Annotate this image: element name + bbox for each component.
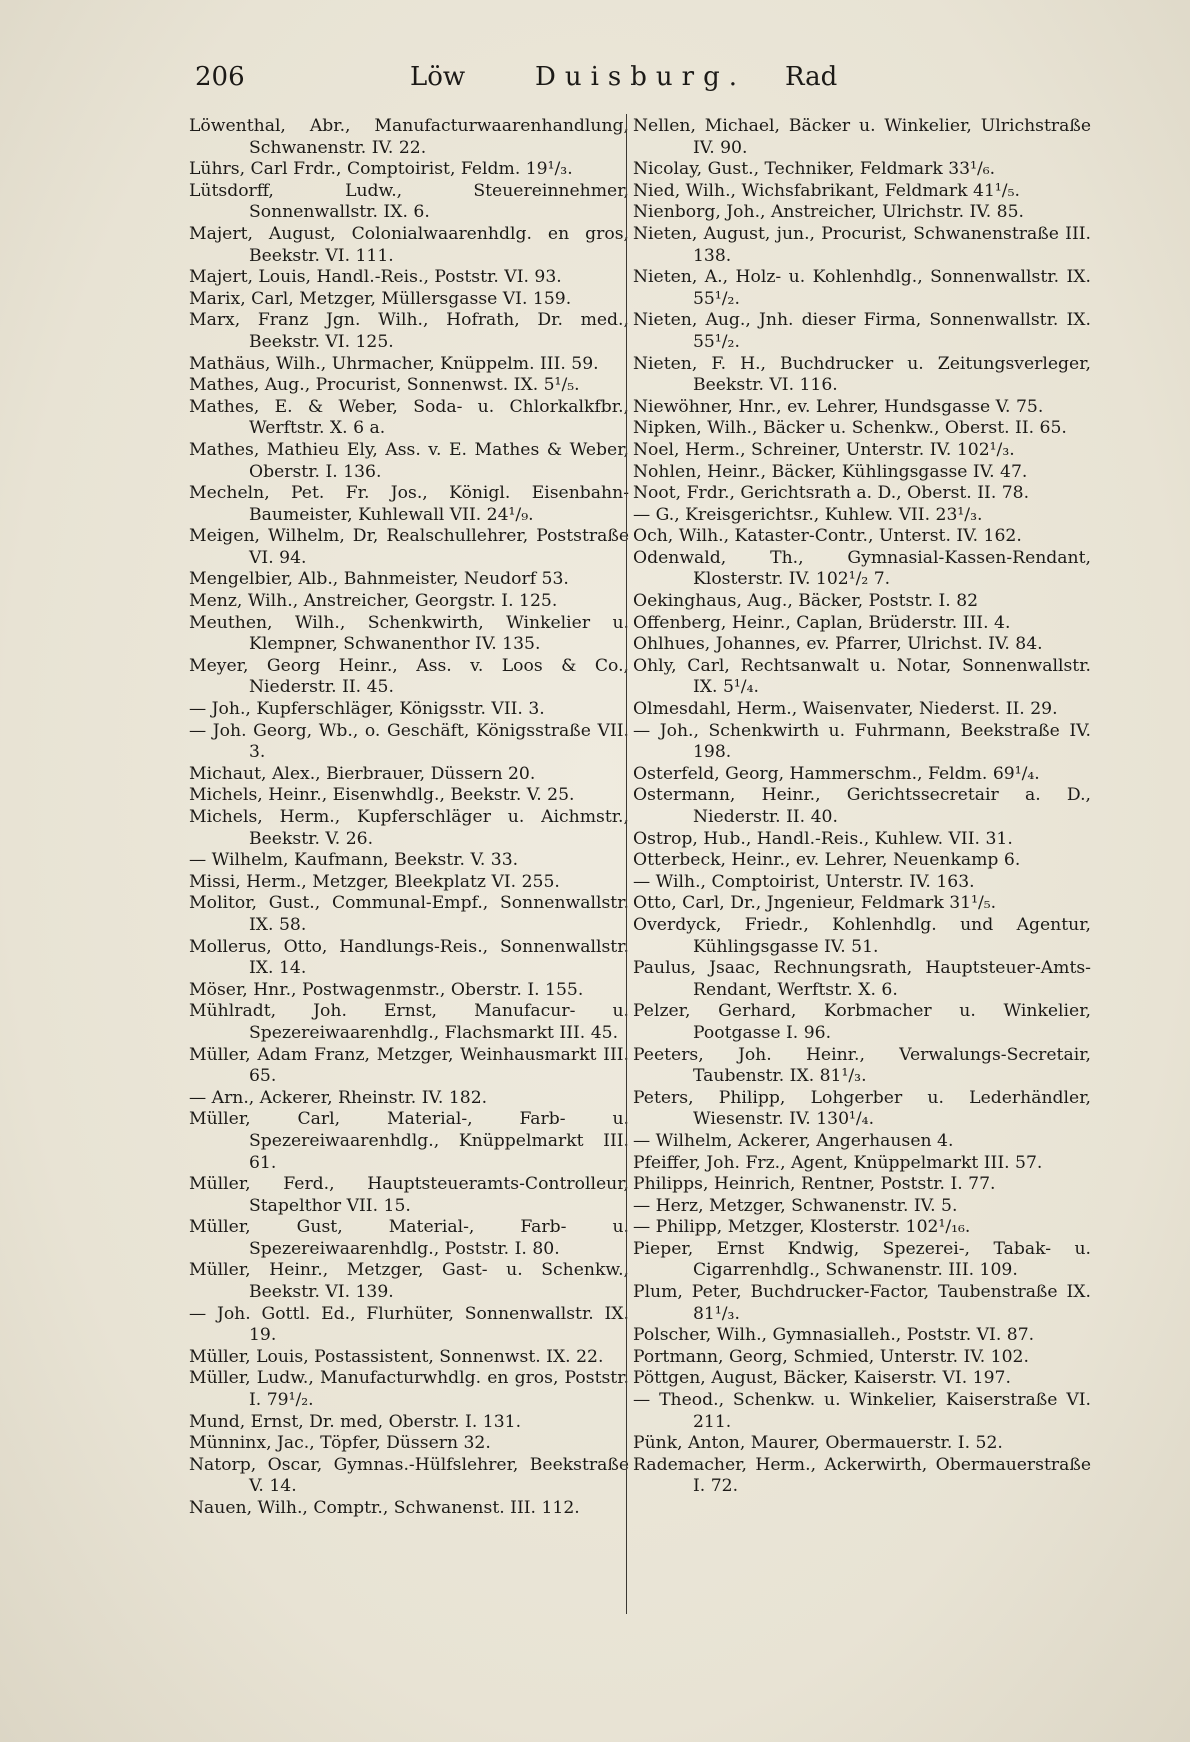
directory-entry: — Philipp, Metzger, Klosterstr. 102¹/₁₆. — [633, 1217, 971, 1238]
directory-entry: Müller, Ferd., Hauptsteueramts-Controlleur, Stapelthor VII. 15. — [189, 1174, 629, 1216]
directory-entry: Müller, Adam Franz, Metzger, Weinhausmarkt III. 65. — [189, 1044, 629, 1087]
directory-entry: Müller, Carl, Material-, Farb- u. Spezereiwaarenhdlg., Knüppelmarkt III. 61. — [189, 1109, 629, 1173]
directory-entry: Mathes, Aug., Procurist, Sonnenwst. IX. 5¹/₅. — [189, 375, 580, 396]
directory-entry: Mühlradt, Joh. Ernst, Manufacur- u. Spezereiwaarenhdlg., Flachsmarkt III. 45. — [189, 1001, 629, 1043]
directory-entry: Pöttgen, August, Bäcker, Kaiserstr. VI. 197. — [633, 1368, 1011, 1389]
directory-entry: Paulus, Jsaac, Rechnungsrath, Hauptsteuer-Amts-Rendant, Werftstr. X. 6. — [633, 958, 1091, 1000]
directory-entry: Peters, Philipp, Lohgerber u. Lederhändler, Wiesenstr. IV. 130¹/₄. — [633, 1087, 1091, 1130]
directory-entry: Portmann, Georg, Schmied, Unterstr. IV. 102. — [633, 1346, 1029, 1367]
directory-entry: Nieten, F. H., Buchdrucker u. Zeitungsverleger, Beekstr. VI. 116. — [633, 353, 1091, 396]
directory-entry: Müller, Gust, Material-, Farb- u. Spezereiwaarenhdlg., Poststr. I. 80. — [189, 1217, 629, 1259]
directory-entry: Otto, Carl, Dr., Jngenieur, Feldmark 31¹/₅. — [633, 893, 997, 914]
directory-entry: Michels, Heinr., Eisenwhdlg., Beekstr. V. 25. — [189, 785, 575, 806]
left-catchword: Löw — [410, 62, 466, 92]
directory-entry: — Theod., Schenkw. u. Winkelier, Kaiserstraße VI. 211. — [633, 1390, 1091, 1432]
directory-entry: Plum, Peter, Buchdrucker-Factor, Taubenstraße IX. 81¹/₃. — [633, 1282, 1091, 1324]
directory-entry: Meuthen, Wilh., Schenkwirth, Winkelier u. Klempner, Schwanenthor IV. 135. — [189, 612, 629, 655]
directory-entry: Marx, Franz Jgn. Wilh., Hofrath, Dr. med., Beekstr. VI. 125. — [189, 310, 629, 352]
column-divider — [626, 114, 627, 1614]
directory-entry: Majert, Louis, Handl.-Reis., Poststr. VI. 93. — [189, 267, 562, 288]
directory-entry: Möser, Hnr., Postwagenmstr., Oberstr. I. 155. — [189, 979, 584, 1000]
directory-entry: Mathäus, Wilh., Uhrmacher, Knüppelm. III. 59. — [189, 353, 599, 374]
directory-entry: Pelzer, Gerhard, Korbmacher u. Winkelier, Pootgasse I. 96. — [633, 1001, 1091, 1043]
directory-entry: Ostrop, Hub., Handl.-Reis., Kuhlew. VII. 31. — [633, 828, 1013, 849]
directory-entry: Nieten, A., Holz- u. Kohlenhdlg., Sonnenwallstr. IX. 55¹/₂. — [633, 267, 1091, 309]
directory-entry: Nieten, Aug., Jnh. dieser Firma, Sonnenwallstr. IX. 55¹/₂. — [633, 310, 1091, 352]
directory-entry: Osterfeld, Georg, Hammerschm., Feldm. 69¹/₄. — [633, 763, 1040, 784]
directory-entry: Oekinghaus, Aug., Bäcker, Poststr. I. 82 — [633, 591, 979, 612]
page-number: 206 — [195, 62, 245, 92]
directory-entry: Ostermann, Heinr., Gerichtssecretair a. D., Niederstr. II. 40. — [633, 785, 1091, 827]
directory-entry: Polscher, Wilh., Gymnasialleh., Poststr. VI. 87. — [633, 1325, 1035, 1346]
directory-entry: Meyer, Georg Heinr., Ass. v. Loos & Co., Niederstr. II. 45. — [189, 655, 629, 698]
page-title: Duisburg. — [535, 62, 746, 92]
left-column — [189, 116, 629, 1520]
directory-entry: — Wilhelm, Kaufmann, Beekstr. V. 33. — [189, 850, 519, 871]
directory-entry: Natorp, Oscar, Gymnas.-Hülfslehrer, Beekstraße V. 14. — [189, 1454, 629, 1497]
directory-entry: Otterbeck, Heinr., ev. Lehrer, Neuenkamp 6. — [633, 850, 1021, 871]
directory-entry: Müller, Ludw., Manufacturwhdlg. en gros, Poststr. I. 79¹/₂. — [189, 1368, 629, 1411]
directory-entry: Mecheln, Pet. Fr. Jos., Königl. Eisenbahn-Baumeister, Kuhlewall VII. 24¹/₉. — [189, 483, 629, 525]
directory-entry: — Wilhelm, Ackerer, Angerhausen 4. — [633, 1130, 954, 1151]
directory-entry: — G., Kreisgerichtsr., Kuhlew. VII. 23¹/₃. — [633, 504, 983, 525]
directory-entry: — Herz, Metzger, Schwanenstr. IV. 5. — [633, 1195, 958, 1216]
directory-entry: Missi, Herm., Metzger, Bleekplatz VI. 255. — [189, 871, 560, 892]
directory-entry: Niewöhner, Hnr., ev. Lehrer, Hundsgasse V. 75. — [633, 396, 1044, 417]
directory-entry: Noot, Frdr., Gerichtsrath a. D., Oberst. II. 78. — [633, 483, 1030, 504]
directory-entry: Lührs, Carl Frdr., Comptoirist, Feldm. 19¹/₃. — [189, 159, 573, 180]
directory-entry: Odenwald, Th., Gymnasial-Kassen-Rendant, Klosterstr. IV. 102¹/₂ 7. — [633, 547, 1091, 590]
directory-entry: Offenberg, Heinr., Caplan, Brüderstr. III. 4. — [633, 612, 1011, 633]
directory-entry: Nienborg, Joh., Anstreicher, Ulrichstr. IV. 85. — [633, 202, 1025, 223]
right-catchword: Rad — [785, 62, 838, 92]
directory-entry: Menz, Wilh., Anstreicher, Georgstr. I. 125. — [189, 591, 558, 612]
directory-entry: Mund, Ernst, Dr. med, Oberstr. I. 131. — [189, 1411, 522, 1432]
directory-entry: Müller, Louis, Postassistent, Sonnenwst. IX. 22. — [189, 1346, 604, 1367]
directory-entry: Löwenthal, Abr., Manufacturwaarenhandlung, Schwanenstr. IV. 22. — [189, 116, 629, 158]
directory-entry: — Joh. Georg, Wb., o. Geschäft, Königsstraße VII. 3. — [189, 720, 629, 763]
directory-entry: Noel, Herm., Schreiner, Unterstr. IV. 102¹/₃. — [633, 439, 1015, 460]
directory-entry: Müller, Heinr., Metzger, Gast- u. Schenkw., Beekstr. VI. 139. — [189, 1260, 629, 1303]
directory-entry: Majert, August, Colonialwaarenhdlg. en gros, Beekstr. VI. 111. — [189, 223, 629, 266]
directory-entry: Molitor, Gust., Communal-Empf., Sonnenwallstr. IX. 58. — [189, 893, 629, 935]
directory-entry: Och, Wilh., Kataster-Contr., Unterst. IV. 162. — [633, 526, 1022, 547]
directory-entry: Philipps, Heinrich, Rentner, Poststr. I. 77. — [633, 1174, 996, 1195]
directory-entry: Nellen, Michael, Bäcker u. Winkelier, Ulrichstraße IV. 90. — [633, 116, 1091, 158]
directory-entry: Mollerus, Otto, Handlungs-Reis., Sonnenwallstr. IX. 14. — [189, 936, 629, 979]
directory-entry: Nicolay, Gust., Techniker, Feldmark 33¹/₆. — [633, 159, 996, 180]
directory-entry: Michaut, Alex., Bierbrauer, Düssern 20. — [189, 763, 536, 784]
directory-entry: Nied, Wilh., Wichsfabrikant, Feldmark 41¹/₅. — [633, 180, 1020, 201]
directory-entry: Ohlhues, Johannes, ev. Pfarrer, Ulrichst. IV. 84. — [633, 634, 1043, 655]
directory-entry: Nohlen, Heinr., Bäcker, Kühlingsgasse IV. 47. — [633, 461, 1028, 482]
directory-entry: Peeters, Joh. Heinr., Verwalungs-Secretair, Taubenstr. IX. 81¹/₃. — [633, 1044, 1091, 1087]
directory-entry: Mengelbier, Alb., Bahnmeister, Neudorf 53. — [189, 569, 569, 590]
directory-entry: Olmesdahl, Herm., Waisenvater, Niederst. II. 29. — [633, 699, 1058, 720]
directory-entry: Marix, Carl, Metzger, Müllersgasse VI. 159. — [189, 288, 572, 309]
directory-entry: Münninx, Jac., Töpfer, Düssern 32. — [189, 1433, 491, 1454]
directory-entry: Nauen, Wilh., Comptr., Schwanenst. III. 112. — [189, 1498, 580, 1518]
directory-entry: Michels, Herm., Kupferschläger u. Aichmstr., Beekstr. V. 26. — [189, 807, 629, 849]
directory-entry: Ohly, Carl, Rechtsanwalt u. Notar, Sonnenwallstr. IX. 5¹/₄. — [633, 655, 1091, 698]
directory-entry: Pünk, Anton, Maurer, Obermauerstr. I. 52. — [633, 1433, 1003, 1454]
right-column — [633, 116, 1091, 1498]
directory-entry: — Joh., Schenkwirth u. Fuhrmann, Beekstraße IV. 198. — [633, 720, 1091, 763]
directory-entry: — Joh., Kupferschläger, Königsstr. VII. 3. — [189, 699, 545, 720]
page-header — [195, 62, 838, 102]
directory-entry: Meigen, Wilhelm, Dr, Realschullehrer, Poststraße VI. 94. — [189, 526, 629, 568]
directory-entry: Mathes, E. & Weber, Soda- u. Chlorkalkfbr., Werftstr. X. 6 a. — [189, 396, 629, 439]
directory-entry: Lütsdorff, Ludw., Steuereinnehmer, Sonnenwallstr. IX. 6. — [189, 180, 629, 223]
directory-entry: Nieten, August, jun., Procurist, Schwanenstraße III. 138. — [633, 223, 1091, 266]
directory-entry: Pfeiffer, Joh. Frz., Agent, Knüppelmarkt III. 57. — [633, 1152, 1043, 1173]
directory-entry: Rademacher, Herm., Ackerwirth, Obermauerstraße I. 72. — [633, 1454, 1091, 1497]
directory-entry: Nipken, Wilh., Bäcker u. Schenkw., Oberst. II. 65. — [633, 418, 1067, 439]
directory-entry: — Arn., Ackerer, Rheinstr. IV. 182. — [189, 1087, 488, 1108]
directory-entry: — Wilh., Comptoirist, Unterstr. IV. 163. — [633, 871, 975, 892]
directory-entry: — Joh. Gottl. Ed., Flurhüter, Sonnenwallstr. IX. 19. — [189, 1303, 629, 1346]
directory-entry: Overdyck, Friedr., Kohlenhdlg. und Agentur, Kühlingsgasse IV. 51. — [633, 914, 1091, 957]
directory-entry: Mathes, Mathieu Ely, Ass. v. E. Mathes & Weber, Oberstr. I. 136. — [189, 439, 629, 482]
directory-entry: Pieper, Ernst Kndwig, Spezerei-, Tabak- u. Cigarrenhdlg., Schwanenstr. III. 109. — [633, 1238, 1091, 1281]
